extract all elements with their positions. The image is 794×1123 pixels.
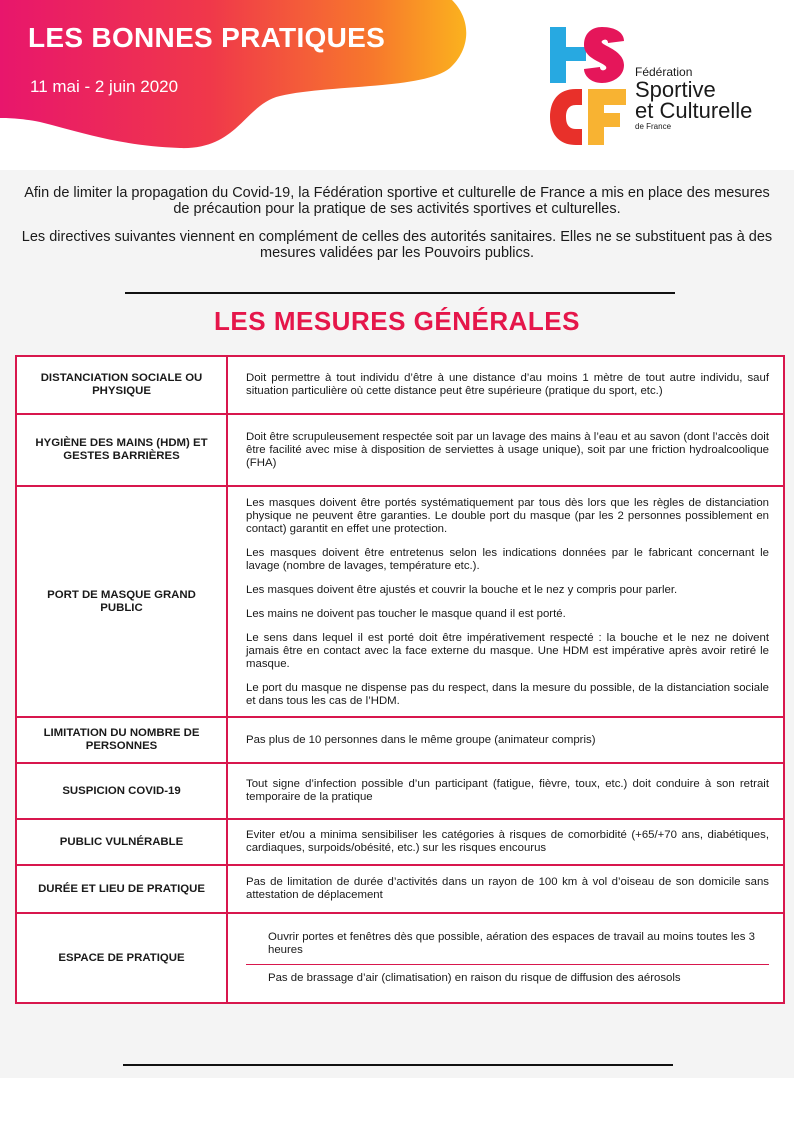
row-label: HYGIÈNE DES MAINS (HDM) ET GESTES BARRIÈRES (16, 414, 227, 486)
row-text: Pas de limitation de durée d’activités dans un rayon de 100 km à vol d’oiseau de son domicile sans attestation de déplacement (227, 865, 784, 913)
row-label: LIMITATION DU NOMBRE DE PERSONNES (16, 717, 227, 763)
table-row (16, 913, 784, 1003)
section-title: LES MESURES GÉNÉRALES (214, 306, 580, 336)
espace-item: Pas de brassage d’air (climatisation) en raison du risque de diffusion des aérosols (268, 972, 681, 984)
logo-mark (546, 25, 636, 150)
row-text: Tout signe d’infection possible d’un participant (fatigue, fièvre, toux, etc.) doit conduire à son retrait temporaire de la pratique (227, 763, 784, 819)
row-label: SUSPICION COVID-19 (16, 763, 227, 819)
divider-line (125, 292, 675, 294)
table-row (16, 486, 784, 717)
banner-dates: 11 mai - 2 juin 2020 (30, 77, 179, 96)
divider-line (123, 1064, 673, 1066)
title-banner (0, 0, 470, 150)
mask-paragraph: Le sens dans lequel il est porté doit être impérativement respecté : la bouche et le nez ne doivent jamais être en contact avec la face externe du masque. Une HDM est impérative après avoir retiré le masque. (246, 632, 769, 670)
mask-paragraph: Les mains ne doivent pas toucher le masque quand il est porté. (246, 608, 566, 620)
measures-table (15, 355, 785, 1004)
banner-title: LES BONNES PRATIQUES (28, 22, 386, 53)
intro-paragraph: Les directives suivantes viennent en complément de celles des autorités sanitaires. Elles ne se substituent pas à des mesures validées par les Pouvoirs publics. (21, 229, 773, 261)
row-text (227, 486, 784, 717)
table-row (16, 414, 784, 486)
table-row (16, 763, 784, 819)
fscf-logo (546, 25, 776, 155)
logo-text (635, 65, 752, 133)
mask-paragraph: Les masques doivent être entretenus selon les indications données par le fabricant concernant le lavage (nombre de lavages, température etc.). (246, 547, 769, 572)
table-row (16, 356, 784, 414)
logo-line-federation: Fédération (635, 65, 693, 79)
intro-text (20, 185, 774, 273)
intro-paragraph: Afin de limiter la propagation du Covid-19, la Fédération sportive et culturelle de France a mis en place des mesures de précaution pour la pratique de ses activités sportives et culturelles. (24, 185, 770, 217)
row-label: ESPACE DE PRATIQUE (16, 913, 227, 1003)
logo-line-france: de France (635, 122, 672, 131)
table-row (16, 717, 784, 763)
mask-paragraph: Les masques doivent être ajustés et couvrir la bouche et le nez y compris pour parler. (246, 584, 678, 596)
row-label: PUBLIC VULNÉRABLE (16, 819, 227, 865)
espace-item: Ouvrir portes et fenêtres dès que possible, aération des espaces de travail au moins toutes les 3 heures (268, 931, 755, 956)
row-label: DISTANCIATION SOCIALE OU PHYSIQUE (16, 356, 227, 414)
row-text: Doit être scrupuleusement respectée soit par un lavage des mains à l’eau et au savon (dont l’accès doit être facilité avec mise à disposition de serviettes à usage unique), soit par une friction hydroalcoolique (FHA) (227, 414, 784, 486)
row-text: Eviter et/ou a minima sensibiliser les catégories à risques de comorbidité (+65/+70 ans, diabétiques, cardiaques, surpoids/obésité, etc.) sur les risques encourus (227, 819, 784, 865)
row-label: DURÉE ET LIEU DE PRATIQUE (16, 865, 227, 913)
logo-line-culturelle: et Culturelle (635, 98, 753, 123)
logo-line-sportive: Sportive (635, 77, 716, 102)
table-row (16, 819, 784, 865)
row-text: Pas plus de 10 personnes dans le même groupe (animateur compris) (227, 717, 784, 763)
mask-paragraph: Les masques doivent être portés systématiquement par tous dès lors que les règles de distanciation physique ne peuvent être garanties. Le double port du masque (par les 2 personnes possiblement en contact) garantit en effet une protection. (246, 497, 769, 535)
row-label: PORT DE MASQUE GRAND PUBLIC (16, 486, 227, 717)
row-text: Doit permettre à tout individu d’être à une distance d’au moins 1 mètre de tout autre individu, sauf situation particulière où cette distance peut être supérieure (pratique du sport, etc.) (227, 356, 784, 414)
mask-paragraph: Le port du masque ne dispense pas du respect, dans la mesure du possible, de la distanciation sociale et dans tous les cas de l’HDM. (246, 682, 769, 707)
table-row (16, 865, 784, 913)
row-text (227, 913, 784, 1003)
